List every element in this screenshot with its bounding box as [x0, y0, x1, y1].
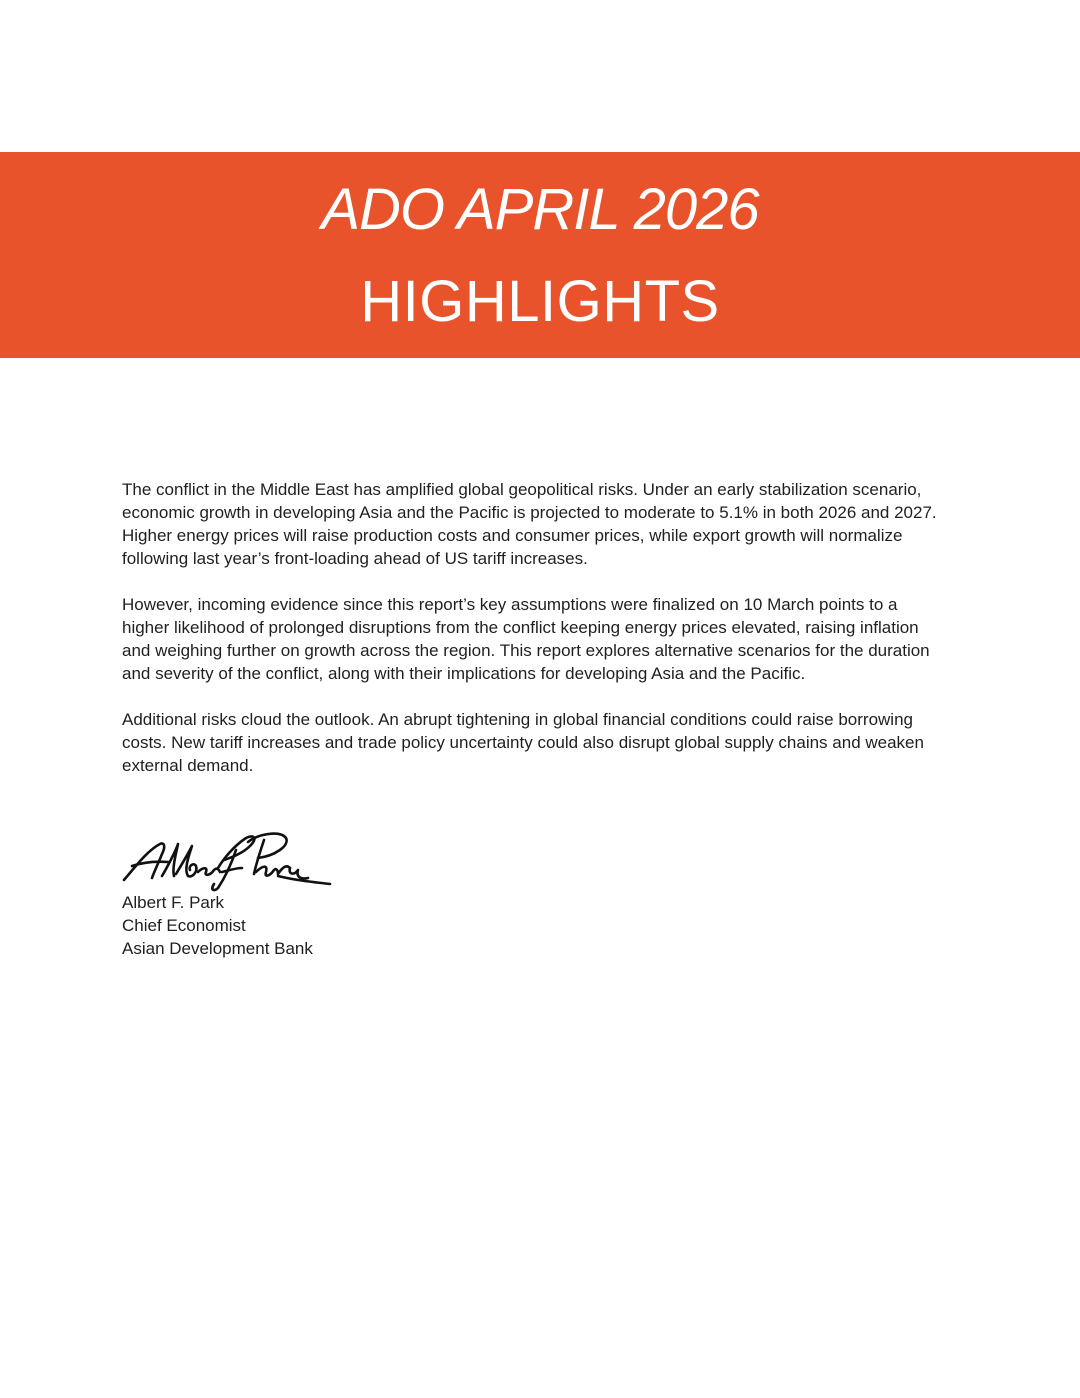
paragraph-risks: Additional risks cloud the outlook. An abrupt tightening in global financial conditions could raise borrowing costs. New tariff increases and trade policy uncertainty could also disrupt global supply chains and weaken external demand.: [122, 710, 924, 775]
signatory-name: Albert F. Park: [122, 893, 225, 912]
paragraph-outlook: The conflict in the Middle East has amplified global geopolitical risks. Under an early stabilization scenario, economic growth in developing Asia and the Pacific is projected to moderate to 5.1% in both 2026 and 2027. Higher energy prices will raise production costs and consumer prices, while export growth will normalize following last year’s front-loading ahead of US tariff increases.: [122, 480, 937, 568]
title-banner: [0, 152, 1080, 358]
paragraph-scenarios: However, incoming evidence since this report’s key assumptions were finalized on 10 March points to a higher likelihood of prolonged disruptions from the conflict keeping energy prices elevated, raising inflation and weighing further on growth across the region. This report explores alternative scenarios for the duration and severity of the conflict, along with their implications for developing Asia and the Pacific.: [122, 595, 930, 683]
signatory-organization: Asian Development Bank: [122, 939, 313, 958]
section-heading: HIGHLIGHTS: [360, 269, 720, 334]
highlights-body: [122, 478, 947, 800]
signatory-block: [122, 891, 313, 960]
report-title: ADO APRIL 2026: [321, 177, 759, 242]
handwritten-signature: [118, 828, 333, 894]
signatory-title: Chief Economist: [122, 916, 246, 935]
